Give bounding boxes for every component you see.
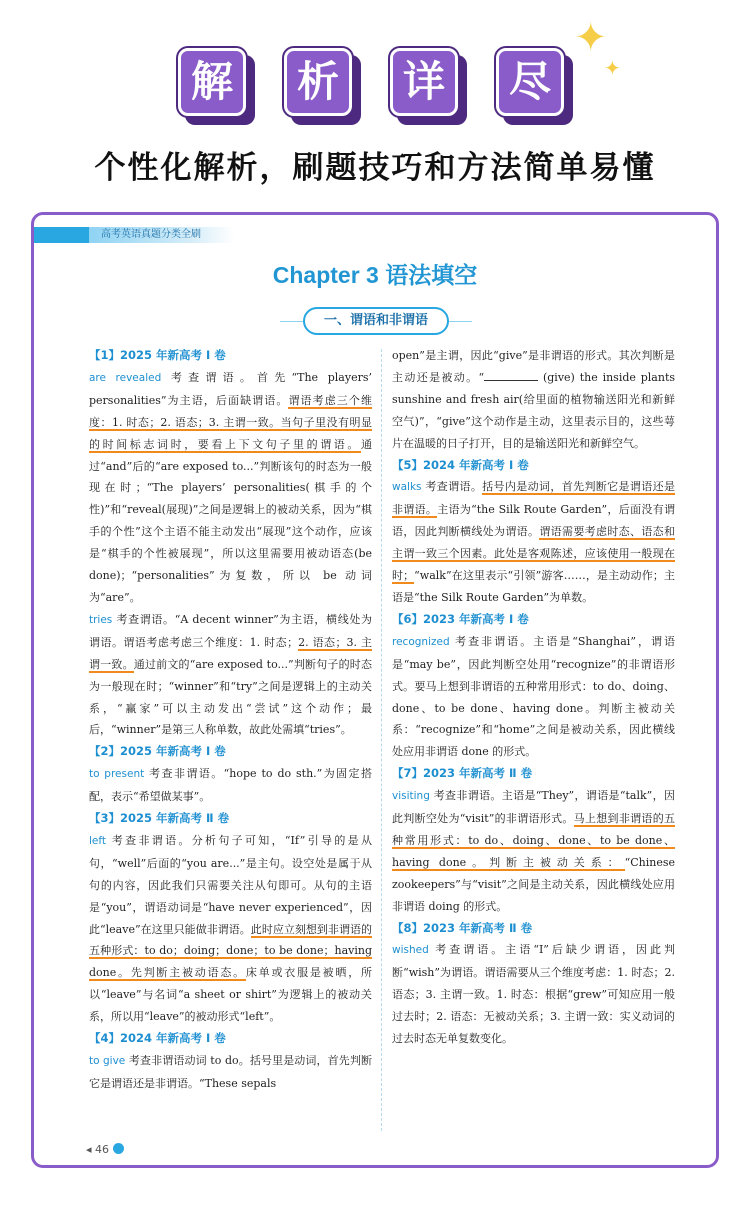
explanation-text: (give) the inside plants sunshine and fresh air(给里面的植物输送阳光和新鲜空气)”，“give”这个动作是主动，这里表示目的，这些萼片在温暖的日子打开，目的是输送阳光和新鲜空气。 [392,370,676,450]
highlighted-tip: 谓语考虑三个维度：1. 时态；2. 语态；3. 主谓一致。当句子里没有明显的时间标志词时，要看上下文句子里的谓语。 [89,393,372,451]
explanation-text: 考查谓语。主语“I”后缺少谓语，因此判断“wish”为谓语。谓语需要从三个维度考虑：1. 时态；2. 语态；3. 主谓一致。1. 时态：根据“grew”可知应用一般过去时；2. 语态：无被动关系；3. 主谓一致：实义动词的过去时态无单复数变化。 [392,943,675,1046]
question-heading-line [392,763,675,785]
blank-line [484,369,538,381]
explanation-text: 考查谓语。“A decent winner”为主语，横线处为谓语。谓语考虑考虑三个维度：1. 时态； [89,612,372,649]
sparkle-icon: ✦ [604,56,621,80]
page-subtitle: 个性化解析，刷题技巧和方法简单易懂 [94,150,656,186]
question-heading-line [89,808,372,830]
title-tile [178,48,254,124]
explanation-paragraph [392,939,675,1050]
explanation-text: open”是主谓，因此“give”是非谓语的形式。其次判断是主动还是被动。“ [392,349,675,384]
explanation-paragraph [392,785,675,917]
explanation-paragraph [392,345,675,455]
sparkle-icon: ✦ [574,15,608,61]
page-footer: ◂ 46 [86,1143,124,1156]
page-dot-icon [113,1143,124,1154]
question-heading: 【2】2025 年新高考 Ⅰ 卷 [89,744,226,759]
highlighted-tip: 括号内是动词，首先判断它是谓语还是非谓语。 [392,480,676,517]
highlighted-tip: 马上想到非谓语的五种常用形式：to do、doing、done、to be done、having done。判断主被动关系： [392,812,676,869]
explanation-paragraph [89,609,372,741]
answer-word: to give [89,1055,126,1067]
highlighted-tip: 2. 语态；3. 主谓一致。 [89,635,373,671]
chapter-title: Chapter 3 语法填空 [272,262,478,288]
running-head [34,227,234,243]
title-tile-char: 析 [284,48,352,116]
answer-word: left [89,834,107,847]
column-divider [381,349,382,1131]
highlighted-tip: 此时应立刻想到非谓语的五种形式：to do；doing；done；to be done；having done。先判断主被动语态。 [89,922,372,980]
page-number: 46 [95,1143,110,1156]
title-tile [496,48,572,124]
explanation-text: 床单或衣服是被晒，所以“leave”与名词“a sheet or shirt”为逻辑上的被动关系，所以用“leave”的被动形式“left”。 [89,966,373,1024]
title-tile-char: 解 [178,48,246,116]
question-heading-line [392,609,675,631]
question-heading-line [89,345,372,367]
explanation-text: 考查非谓语。分析句子可知，“If”引导的是从句，“well”后面的“you are...”是主句。设空处是属于从句的内容，因此我们只需要关注从句即可。从句的主语是“you”，谓语动词是“have never experienced”，因此“leave”在这里只能做非谓语。 [89,833,372,936]
explanation-paragraph [89,367,372,609]
explanation-paragraph [89,830,372,1028]
explanation-text: 考查谓语。首先“The players’ personalities”为主语，后面缺谓语。 [89,370,372,407]
book-page [31,212,719,1168]
explanation-text: 考查非谓语。“hope to do sth.”为固定搭配，表示“希望做某事”。 [89,767,372,804]
explanation-paragraph [392,631,675,763]
explanation-text: 主语为“the Silk Route Garden”，后面没有谓语，因此判断横线处为谓语。 [392,503,675,539]
question-heading: 【6】2023 年新高考 Ⅰ 卷 [392,611,529,626]
explanation-text: “walk”在这里表示“引领”游客……，是主动动作；主语是“the Silk Route Garden”为单数。 [392,569,676,604]
highlighted-tip: 谓语需要考虑时态、语态和主谓一致三个因素。此处是客观陈述，应该使用一般现在时； [392,525,676,583]
section-label: 一、谓语和非谓语 [303,307,449,335]
explanation-text: 通过“and”后的“are exposed to...”判断该句的时态为一般现在时；“The players’ personalities(棋手的个性)”和“reveal(展现)”之间是逻辑上的被动关系，因为“棋手的个性”这个主语不能主动发出“展现”这个动作，应该是“棋手的个性被展现”，所以这里需要用被动语态(be done)；“personalities”为复数，所以 be 动词为“are”。 [89,437,372,604]
answer-word: wished [392,944,429,957]
question-heading: 【1】2025 年新高考 Ⅰ 卷 [89,348,226,362]
question-heading-line [89,1028,372,1050]
title-tile-char: 尽 [496,48,564,116]
explanation-text: 考查非谓语。主语是“They”，谓语是“talk”，因此判断空处为“visit”的非谓语形式。 [392,789,675,826]
question-heading: 【8】2023 年新高考 Ⅱ 卷 [392,920,533,935]
explanation-paragraph [392,476,675,608]
answer-word: to present [89,768,145,781]
right-column [392,345,675,1050]
title-tile [390,48,466,124]
explanation-text: 考查非谓语动词 to do。括号里是动词，首先判断它是谓语还是非谓语。“These sepals [89,1054,373,1090]
explanation-text: 考查非谓语。主语是“Shanghai”，谓语是“may be”，因此判断空处用“recognize”的非谓语形式。要马上想到非谓语的五种常用形式：to do、doing、done、to be done、having done。判断主被动关系：“recognize”和“home”之间是被动关系，因此横线处应用非谓语 done 的形式。 [392,634,675,759]
explanation-paragraph [89,763,372,808]
question-heading: 【7】2023 年新高考 Ⅱ 卷 [392,766,533,781]
explanation-paragraph [89,1050,372,1095]
running-head-text: 高考英语真题分类全刷 [101,229,201,240]
answer-word: recognized [392,635,450,648]
explanation-text: “Chinese zookeepers”与“visit”之间是主动关系，因此横线处应用非谓语 doing 的形式。 [392,855,675,913]
title-tile-char: 详 [390,48,458,116]
answer-word: walks [392,481,422,494]
question-heading-line [392,455,675,477]
question-heading: 【4】2024 年新高考 Ⅰ 卷 [89,1031,226,1046]
answer-word: are revealed [89,371,162,384]
explanation-text: 考查谓语。 [421,480,483,494]
explanation-text: 通过前文的“are exposed to...”判断句子的时态为一般现在时；“winner”和“try”之间是逻辑上的主动关系，“赢家”可以主动发出“尝试”这个动作；最后，“winner”是第三人称单数，故此处需填“tries”。 [89,657,372,737]
question-heading: 【3】2025 年新高考 Ⅱ 卷 [89,811,230,826]
header-tiles [178,48,572,126]
answer-word: tries [89,613,113,626]
question-heading-line [392,918,675,940]
question-heading: 【5】2024 年新高考 Ⅰ 卷 [392,457,529,472]
question-heading-line [89,741,372,763]
left-column [89,345,372,1095]
answer-word: visiting [392,790,430,803]
title-tile [284,48,360,124]
